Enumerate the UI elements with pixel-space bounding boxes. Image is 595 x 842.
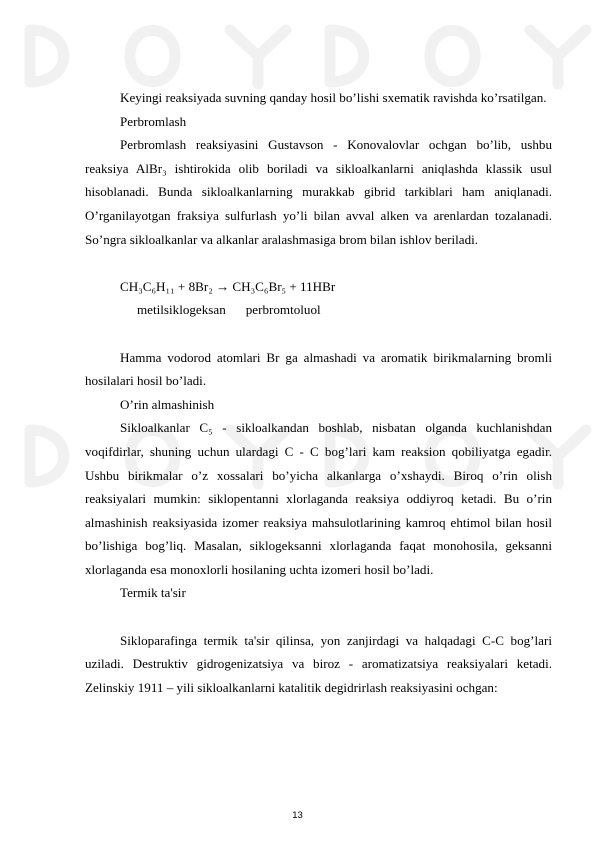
paragraph-intro: Keyingi reaksiyada suvning qanday hosil bo’lishi sxematik ravishda ko’rsatilgan. — [120, 90, 547, 105]
heading-perbromlash: Perbromlash — [120, 113, 187, 129]
compound-name-reactant: metilsiklogeksan — [137, 302, 226, 318]
spacer — [85, 322, 552, 346]
reaction-formula: CH₃C₆H₁₁ + 8Br₂ → CH₃C₆Br₅ + 11HBr — [120, 278, 336, 294]
spacer — [85, 251, 552, 275]
heading-termik-tasir: Termik ta'sir — [120, 585, 186, 601]
paragraph-thermal: Sikloparafinga termik ta'sir qilinsa, yon zanjirdagi va halqadagi C-C bog’lari uziladi. Destruktiv gidrogenizatsiya va biroz - aromatizatsiya reaksiyalari ketadi. Zelinskiy 1911 – yili sikloalkanlarni katalitik degidrirlash reaksiyasini ochgan: — [85, 632, 552, 695]
paragraph-bromination-result: Hamma vodorod atomlari Br ga almashadi va aromatik birikmalarning bromli hosilalari hosil bo’ladi. — [85, 349, 552, 389]
paragraph-perbromlash: Perbromlash reaksiyasini Gustavson - Konovalovlar ochgan bo’lib, ushbu reaksiya AlBr₃ ishtirokida olib boriladi va sikloalkanlarni aniqlashda klassik usul hisoblanadi. Bunda sikloalkanlarning murakkab gibrid tarkiblari ham aniqlanadi. O’rganilayotgan fraksiya sulfurlash yo’li bilan avval alken va arenlardan tozalanadi. So’ngra sikloalkanlar va alkanlar aralashmasiga brom bilan ishlov beriladi. — [85, 137, 552, 247]
reaction-compound-names — [85, 298, 552, 322]
page-number: 13 — [292, 810, 303, 821]
heading-orin-almashinish: O’rin almashinish — [120, 396, 215, 412]
document-page — [85, 86, 552, 699]
paragraph-substitution: Sikloalkanlar C₅ - sikloalkandan boshlab, nisbatan olganda kuchlanishdan voqifdirlar, shuning uchun ulardagi C - C bog’lari kam reaksion qobiliyatga egadir. Ushbu birikmalar o’z xossalari bo’yicha alkanlarga o’xshaydi. Biroq o’rin olish reaksiyalari mumkin: siklopentanni xlorlaganda reaksiya oddiyroq ketadi. Bu o’rin almashinish reaksiyasida izomer reaksiya mahsulotlarining kamroq ehtimol bilan hosil bo’lishiga bog’liq. Masalan, siklogeksanni xlorlaganda faqat monohosila, geksanni xlorlaganda esa monoxlorli hosilaning uchta izomeri hosil bo’ladi. — [85, 420, 552, 577]
compound-name-product: perbromtoluol — [245, 302, 321, 318]
spacer — [85, 605, 552, 629]
